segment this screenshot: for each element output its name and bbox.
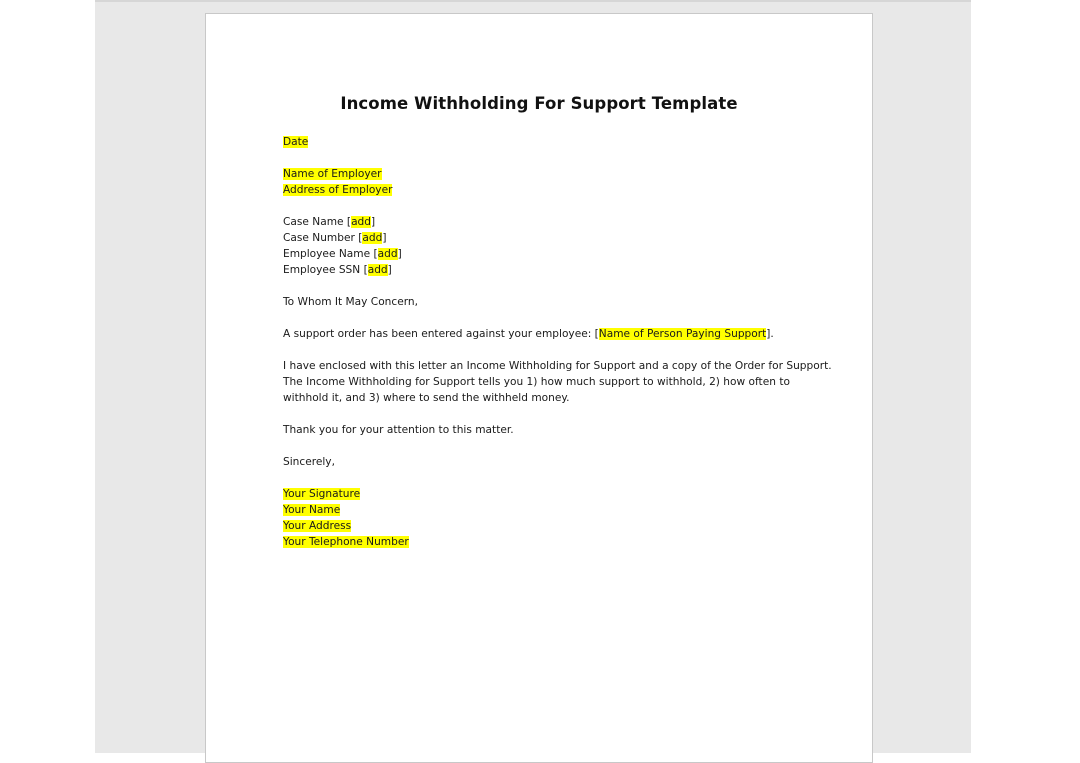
case-name-placeholder: add <box>351 216 372 228</box>
date-placeholder: Date <box>283 136 309 148</box>
employer-address-placeholder: Address of Employer <box>283 184 393 196</box>
bracket-open: [ <box>358 232 363 244</box>
your-name-line <box>283 502 843 518</box>
case-number-line <box>283 230 843 246</box>
support-order-suffix: ]. <box>766 328 774 340</box>
bracket-close: ] <box>397 248 402 260</box>
payer-name-placeholder: Name of Person Paying Support <box>598 328 767 340</box>
enclosure-line-2: The Income Withholding for Support tells you 1) how much support to withhold, 2) how often to <box>283 376 790 388</box>
enclosure-line-1: I have enclosed with this letter an Income Withholding for Support and a copy of the Order for Support. <box>283 360 832 372</box>
support-order-prefix: A support order has been entered against your employee: [ <box>283 328 599 340</box>
bracket-open: [ <box>346 216 352 228</box>
employee-ssn-label: Employee SSN <box>283 264 364 276</box>
employee-ssn-placeholder: add <box>367 264 388 276</box>
bracket-open: [ <box>363 264 368 276</box>
employee-name-label: Employee Name <box>283 248 374 260</box>
support-order-line <box>283 326 843 342</box>
employer-name-placeholder: Name of Employer <box>283 168 382 180</box>
employer-address-line <box>283 182 843 198</box>
employee-name-line <box>283 246 843 262</box>
your-address-line <box>283 518 843 534</box>
case-number-label: Case Number <box>283 232 359 244</box>
your-address-placeholder: Your Address <box>283 520 352 532</box>
thanks-line: Thank you for your attention to this matter. <box>283 424 514 436</box>
employee-name-placeholder: add <box>377 248 398 260</box>
bracket-open: [ <box>373 248 378 260</box>
employee-ssn-line <box>283 262 843 278</box>
bracket-close: ] <box>371 216 376 228</box>
case-name-label: Case Name <box>283 216 347 228</box>
bracket-close: ] <box>382 232 387 244</box>
document-body <box>283 134 843 550</box>
case-name-line <box>283 214 843 230</box>
case-number-placeholder: add <box>362 232 383 244</box>
telephone-line <box>283 534 843 550</box>
closing-line: Sincerely, <box>283 456 335 468</box>
document-title: Income Withholding For Support Template <box>340 94 738 113</box>
enclosure-line-3: withhold it, and 3) where to send the withheld money. <box>283 392 570 404</box>
signature-line <box>283 486 843 502</box>
employer-name-line <box>283 166 843 182</box>
telephone-placeholder: Your Telephone Number <box>283 536 409 548</box>
signature-placeholder: Your Signature <box>283 488 361 500</box>
bracket-close: ] <box>387 264 392 276</box>
your-name-placeholder: Your Name <box>283 504 341 516</box>
document-page[interactable] <box>205 13 873 763</box>
date-line <box>283 134 843 150</box>
salutation: To Whom It May Concern, <box>283 296 418 308</box>
